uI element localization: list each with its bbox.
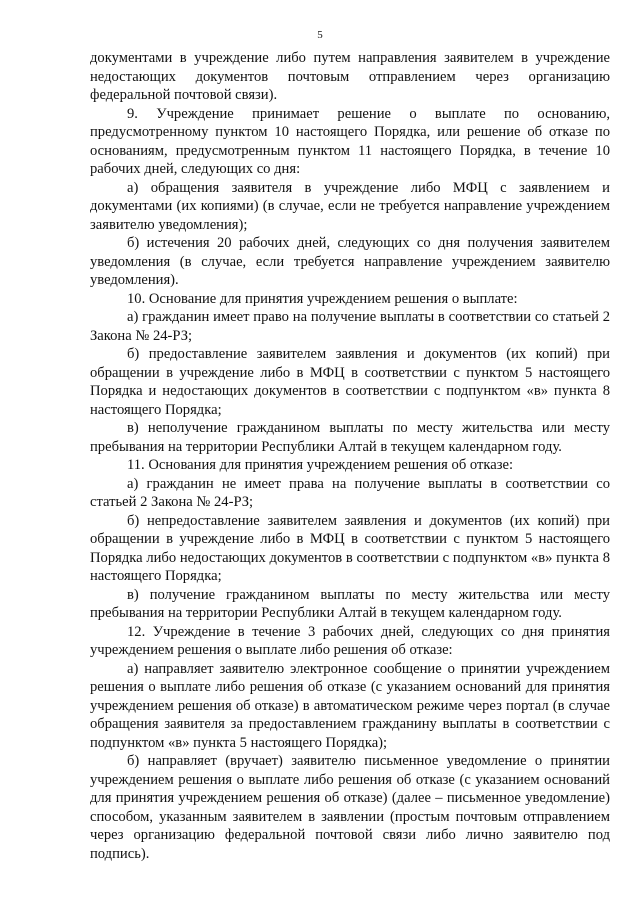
paragraph-clause-11v: в) получение гражданином выплаты по месту жительства или месту пребывания на территории Республики Алтай в текущем календарном году. bbox=[90, 586, 610, 621]
paragraph-clause-10b: б) предоставление заявителем заявления и документов (их копий) при обращении в учреждение либо в МФЦ в соответствии с пунктом 5 настоящего Порядка и недостающих документов в соответствии с подпунктом «в» пункта 8 настоящего Порядка; bbox=[90, 346, 610, 418]
paragraph-clause-12: 12. Учреждение в течение 3 рабочих дней, следующих со дня принятия учреждением решения о выплате либо решения об отказе: bbox=[90, 623, 610, 658]
paragraph-clause-10a: а) гражданин имеет право на получение выплаты в соответствии со статьей 2 Закона № 24-РЗ; bbox=[90, 309, 610, 344]
paragraph-clause-12b: б) направляет (вручает) заявителю письменное уведомление о принятии учреждением решения о выплате либо решения об отказе (с указанием оснований для принятия учреждением решения об отказе) (далее – письменное уведомление) способом, указанным заявителем в заявлении (простым почтовым отправлением через организацию федеральной почтовой связи либо лично заявителю под подпись). bbox=[90, 753, 610, 862]
paragraph-clause-9b: б) истечения 20 рабочих дней, следующих со дня получения заявителем уведомления (в случае, если требуется направление учреждением заявителю уведомления). bbox=[90, 235, 610, 288]
paragraph-clause-9: 9. Учреждение принимает решение о выплате по основанию, предусмотренному пунктом 10 настоящего Порядка, или решение об отказе по основаниям, предусмотренным пунктом 11 настоящего Порядка, в течение 10 рабочих дней, следующих со дня: bbox=[90, 105, 610, 177]
page-number: 5 bbox=[317, 29, 323, 41]
paragraph-clause-9a: а) обращения заявителя в учреждение либо МФЦ с заявлением и документами (их копиями) (в случае, если не требуется направление учреждением заявителю уведомления); bbox=[90, 179, 610, 233]
paragraph-clause-10: 10. Основание для принятия учреждением решения о выплате: bbox=[127, 290, 518, 307]
paragraph-clause-10v: в) неполучение гражданином выплаты по месту жительства или месту пребывания на территории Республики Алтай в текущем календарном году. bbox=[90, 420, 610, 455]
paragraph-clause-11: 11. Основания для принятия учреждением решения об отказе: bbox=[127, 457, 514, 473]
paragraph-clause-11b: б) непредоставление заявителем заявления и документов (их копий) при обращении в учреждение либо в МФЦ в соответствии с пунктом 5 настоящего Порядка либо недостающих документов в соответствии с подпунктом «в» пункта 8 настоящего Порядка; bbox=[90, 512, 610, 584]
paragraph-continuation: документами в учреждение либо путем направления заявителем в учреждение недостающих документов почтовым отправлением через организацию федеральной почтовой связи). bbox=[90, 50, 610, 103]
paragraph-clause-12a: а) направляет заявителю электронное сообщение о принятии учреждением решения о выплате либо решения об отказе (с указанием оснований для принятия учреждением решения об отказе) в автоматическом режиме через портал (в случае обращения заявителя за предоставлением гражданину выплаты в соответствии с подпунктом «в» пункта 5 настоящего Порядка); bbox=[90, 660, 610, 751]
paragraph-clause-11a: а) гражданин не имеет права на получение выплаты в соответствии со статьей 2 Закона № 24-РЗ; bbox=[90, 475, 610, 510]
document-body bbox=[90, 49, 610, 863]
